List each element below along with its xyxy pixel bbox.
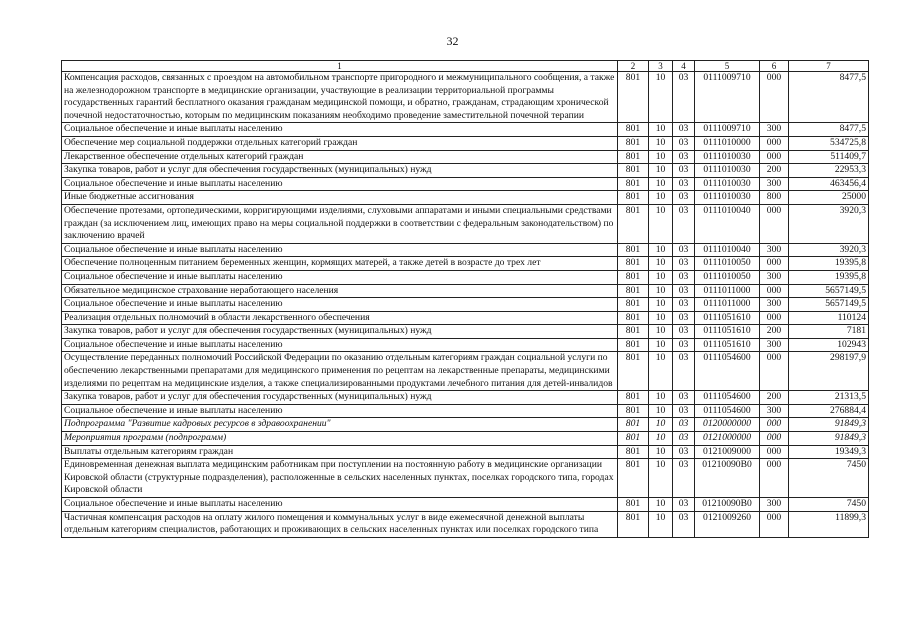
cell-expense-type: 000 — [760, 257, 789, 271]
cell-expense-type: 300 — [760, 270, 789, 284]
row-name: Обеспечение полноценным питанием беременных женщин, кормящих матерей, а также детей в возрасте до трех лет — [62, 257, 618, 271]
cell-expense-type: 000 — [760, 432, 789, 446]
cell-expense-type: 200 — [760, 325, 789, 339]
cell-target-article: 0111010040 — [695, 243, 760, 257]
table-row — [62, 498, 869, 512]
table-row — [62, 136, 869, 150]
cell-ministry-code: 801 — [618, 257, 649, 271]
table-row — [62, 311, 869, 325]
cell-amount: 7450 — [789, 459, 869, 498]
cell-section: 10 — [649, 404, 673, 418]
cell-section: 10 — [649, 270, 673, 284]
cell-amount: 8477,5 — [789, 123, 869, 137]
table-row — [62, 164, 869, 178]
cell-section: 10 — [649, 445, 673, 459]
row-name: Реализация отдельных полномочий в области лекарственного обеспечения — [62, 311, 618, 325]
row-name: Закупка товаров, работ и услуг для обеспечения государственных (муниципальных) нужд — [62, 164, 618, 178]
cell-expense-type: 300 — [760, 498, 789, 512]
table-row — [62, 391, 869, 405]
cell-section: 10 — [649, 204, 673, 243]
cell-subsection: 03 — [673, 338, 695, 352]
cell-subsection: 03 — [673, 298, 695, 312]
cell-amount: 534725,8 — [789, 136, 869, 150]
cell-target-article: 0121009000 — [695, 445, 760, 459]
cell-target-article: 0111010050 — [695, 257, 760, 271]
cell-expense-type: 000 — [760, 204, 789, 243]
cell-ministry-code: 801 — [618, 204, 649, 243]
cell-target-article: 0111054600 — [695, 391, 760, 405]
cell-subsection: 03 — [673, 325, 695, 339]
cell-expense-type: 300 — [760, 298, 789, 312]
table-row — [62, 123, 869, 137]
cell-ministry-code: 801 — [618, 391, 649, 405]
cell-target-article: 0111051610 — [695, 311, 760, 325]
cell-amount: 11899,3 — [789, 511, 869, 537]
cell-subsection: 03 — [673, 150, 695, 164]
cell-expense-type: 200 — [760, 391, 789, 405]
row-name: Выплаты отдельным категориям граждан — [62, 445, 618, 459]
cell-subsection: 03 — [673, 204, 695, 243]
cell-section: 10 — [649, 498, 673, 512]
cell-subsection: 03 — [673, 432, 695, 446]
cell-subsection: 03 — [673, 164, 695, 178]
row-name: Социальное обеспечение и иные выплаты населению — [62, 298, 618, 312]
cell-section: 10 — [649, 418, 673, 432]
cell-amount: 91849,3 — [789, 432, 869, 446]
cell-section: 10 — [649, 459, 673, 498]
row-name: Социальное обеспечение и иные выплаты населению — [62, 123, 618, 137]
cell-target-article: 0111054600 — [695, 404, 760, 418]
cell-section: 10 — [649, 243, 673, 257]
cell-ministry-code: 801 — [618, 498, 649, 512]
cell-expense-type: 000 — [760, 459, 789, 498]
cell-section: 10 — [649, 136, 673, 150]
table-row — [62, 177, 869, 191]
cell-target-article: 0120000000 — [695, 418, 760, 432]
cell-target-article: 0111011000 — [695, 298, 760, 312]
cell-target-article: 0111010000 — [695, 136, 760, 150]
cell-amount: 276884,4 — [789, 404, 869, 418]
row-name: Иные бюджетные ассигнования — [62, 191, 618, 205]
cell-section: 10 — [649, 177, 673, 191]
table-body — [62, 72, 869, 538]
cell-expense-type: 800 — [760, 191, 789, 205]
row-name: Обеспечение мер социальной поддержки отдельных категорий граждан — [62, 136, 618, 150]
table-row — [62, 325, 869, 339]
cell-expense-type: 300 — [760, 177, 789, 191]
cell-ministry-code: 801 — [618, 404, 649, 418]
cell-ministry-code: 801 — [618, 270, 649, 284]
cell-subsection: 03 — [673, 404, 695, 418]
table-row — [62, 204, 869, 243]
table-row — [62, 338, 869, 352]
cell-section: 10 — [649, 432, 673, 446]
cell-target-article: 0111009710 — [695, 72, 760, 123]
cell-subsection: 03 — [673, 511, 695, 537]
cell-subsection: 03 — [673, 498, 695, 512]
table-row — [62, 432, 869, 446]
cell-amount: 3920,3 — [789, 243, 869, 257]
cell-section: 10 — [649, 338, 673, 352]
cell-subsection: 03 — [673, 136, 695, 150]
cell-ministry-code: 801 — [618, 243, 649, 257]
cell-ministry-code: 801 — [618, 445, 649, 459]
cell-amount: 511409,7 — [789, 150, 869, 164]
row-name: Закупка товаров, работ и услуг для обеспечения государственных (муниципальных) нужд — [62, 325, 618, 339]
row-name: Компенсация расходов, связанных с проездом на автомобильном транспорте пригородного и межмуниципального сообщения, а также на железнодорожном транспорте в медицинские организации, участвующие в реализации территориальной программы государственных гарантий бесплатного оказания гражданам медицинской помощи, и обратно, гражданам, страдающим хронической почечной недостаточностью, которым по медицинским показаниям необходимо проведение заместительной почечной терапии — [62, 72, 618, 123]
cell-target-article: 0111051610 — [695, 338, 760, 352]
cell-ministry-code: 801 — [618, 459, 649, 498]
table-row — [62, 72, 869, 123]
cell-target-article: 0111009710 — [695, 123, 760, 137]
row-name: Социальное обеспечение и иные выплаты населению — [62, 177, 618, 191]
cell-ministry-code: 801 — [618, 338, 649, 352]
cell-amount: 91849,3 — [789, 418, 869, 432]
column-number-row — [62, 61, 869, 72]
cell-subsection: 03 — [673, 270, 695, 284]
cell-amount: 102943 — [789, 338, 869, 352]
cell-subsection: 03 — [673, 459, 695, 498]
cell-expense-type: 000 — [760, 136, 789, 150]
table-row — [62, 270, 869, 284]
cell-subsection: 03 — [673, 284, 695, 298]
cell-target-article: 0111010030 — [695, 150, 760, 164]
column-number: 7 — [789, 61, 869, 72]
cell-target-article: 01210090В0 — [695, 459, 760, 498]
cell-target-article: 0121009260 — [695, 511, 760, 537]
cell-amount: 5657149,5 — [789, 298, 869, 312]
cell-amount: 19349,3 — [789, 445, 869, 459]
cell-expense-type: 200 — [760, 164, 789, 178]
cell-ministry-code: 801 — [618, 164, 649, 178]
cell-amount: 5657149,5 — [789, 284, 869, 298]
cell-target-article: 0111051610 — [695, 325, 760, 339]
cell-subsection: 03 — [673, 243, 695, 257]
cell-section: 10 — [649, 391, 673, 405]
cell-ministry-code: 801 — [618, 123, 649, 137]
cell-ministry-code: 801 — [618, 311, 649, 325]
cell-subsection: 03 — [673, 123, 695, 137]
cell-ministry-code: 801 — [618, 72, 649, 123]
cell-ministry-code: 801 — [618, 432, 649, 446]
cell-section: 10 — [649, 257, 673, 271]
cell-amount: 25000 — [789, 191, 869, 205]
row-name: Социальное обеспечение и иные выплаты населению — [62, 498, 618, 512]
row-name: Подпрограмма "Развитие кадровых ресурсов в здравоохранении" — [62, 418, 618, 432]
cell-ministry-code: 801 — [618, 418, 649, 432]
row-name: Социальное обеспечение и иные выплаты населению — [62, 270, 618, 284]
cell-amount: 7450 — [789, 498, 869, 512]
cell-amount: 3920,3 — [789, 204, 869, 243]
cell-ministry-code: 801 — [618, 298, 649, 312]
cell-expense-type: 300 — [760, 243, 789, 257]
cell-subsection: 03 — [673, 311, 695, 325]
table-row — [62, 404, 869, 418]
cell-section: 10 — [649, 123, 673, 137]
cell-ministry-code: 801 — [618, 136, 649, 150]
table-row — [62, 243, 869, 257]
cell-target-article: 01210090В0 — [695, 498, 760, 512]
row-name: Социальное обеспечение и иные выплаты населению — [62, 404, 618, 418]
cell-expense-type: 000 — [760, 311, 789, 325]
cell-target-article: 0111010030 — [695, 164, 760, 178]
row-name: Лекарственное обеспечение отдельных категорий граждан — [62, 150, 618, 164]
cell-ministry-code: 801 — [618, 284, 649, 298]
table-row — [62, 191, 869, 205]
row-name: Осуществление переданных полномочий Российской Федерации по оказанию отдельным категориям граждан социальной услуги по обеспечению лекарственными препаратами для медицинского применения по рецептам на лекарственные препараты, медицинскими изделиями по рецептам на медицинские изделия, а также специализированными продуктами лечебного питания для детей-инвалидов — [62, 352, 618, 391]
cell-expense-type: 000 — [760, 445, 789, 459]
cell-subsection: 03 — [673, 418, 695, 432]
cell-section: 10 — [649, 72, 673, 123]
table-row — [62, 511, 869, 537]
cell-target-article: 0111010050 — [695, 270, 760, 284]
cell-expense-type: 000 — [760, 352, 789, 391]
table-row — [62, 445, 869, 459]
cell-section: 10 — [649, 511, 673, 537]
column-number: 2 — [618, 61, 649, 72]
cell-expense-type: 000 — [760, 150, 789, 164]
page-number: 32 — [446, 34, 459, 48]
cell-expense-type: 300 — [760, 404, 789, 418]
cell-expense-type: 000 — [760, 511, 789, 537]
column-number: 3 — [649, 61, 673, 72]
table-row — [62, 459, 869, 498]
cell-ministry-code: 801 — [618, 325, 649, 339]
table-row — [62, 418, 869, 432]
row-name: Закупка товаров, работ и услуг для обеспечения государственных (муниципальных) нужд — [62, 391, 618, 405]
cell-subsection: 03 — [673, 177, 695, 191]
cell-ministry-code: 801 — [618, 177, 649, 191]
row-name: Обязательное медицинское страхование неработающего населения — [62, 284, 618, 298]
column-number: 1 — [62, 61, 618, 72]
cell-amount: 19395,8 — [789, 257, 869, 271]
row-name: Социальное обеспечение и иные выплаты населению — [62, 243, 618, 257]
cell-target-article: 0111010030 — [695, 177, 760, 191]
cell-section: 10 — [649, 284, 673, 298]
cell-subsection: 03 — [673, 391, 695, 405]
cell-amount: 19395,8 — [789, 270, 869, 284]
cell-target-article: 0111011000 — [695, 284, 760, 298]
cell-ministry-code: 801 — [618, 511, 649, 537]
row-name: Единовременная денежная выплата медицинским работникам при поступлении на постоянную работу в медицинские организации Кировской области (структурные подразделения), расположенные в сельских населенных пунктах, поселках городского типа, городах Кировской области — [62, 459, 618, 498]
cell-ministry-code: 801 — [618, 191, 649, 205]
cell-section: 10 — [649, 311, 673, 325]
cell-amount: 8477,5 — [789, 72, 869, 123]
cell-expense-type: 000 — [760, 418, 789, 432]
column-number: 4 — [673, 61, 695, 72]
cell-amount: 7181 — [789, 325, 869, 339]
table-row — [62, 257, 869, 271]
row-name: Частичная компенсация расходов на оплату жилого помещения и коммунальных услуг в виде ежемесячной денежной выплаты отдельным категориям специалистов, работающих и проживающих в сельских населенных пунктах или поселках городского типа — [62, 511, 618, 537]
cell-target-article: 0111054600 — [695, 352, 760, 391]
cell-amount: 21313,5 — [789, 391, 869, 405]
cell-ministry-code: 801 — [618, 150, 649, 164]
cell-subsection: 03 — [673, 72, 695, 123]
cell-ministry-code: 801 — [618, 352, 649, 391]
cell-section: 10 — [649, 325, 673, 339]
cell-target-article: 0121000000 — [695, 432, 760, 446]
row-name: Мероприятия программ (подпрограмм) — [62, 432, 618, 446]
budget-table — [61, 60, 869, 538]
cell-subsection: 03 — [673, 191, 695, 205]
cell-subsection: 03 — [673, 257, 695, 271]
cell-expense-type: 300 — [760, 338, 789, 352]
cell-target-article: 0111010030 — [695, 191, 760, 205]
cell-subsection: 03 — [673, 352, 695, 391]
column-number: 5 — [695, 61, 760, 72]
cell-target-article: 0111010040 — [695, 204, 760, 243]
cell-section: 10 — [649, 298, 673, 312]
table-row — [62, 150, 869, 164]
table-row — [62, 352, 869, 391]
table-row — [62, 284, 869, 298]
column-number: 6 — [760, 61, 789, 72]
cell-section: 10 — [649, 150, 673, 164]
cell-expense-type: 000 — [760, 284, 789, 298]
cell-amount: 463456,4 — [789, 177, 869, 191]
cell-section: 10 — [649, 191, 673, 205]
cell-amount: 22953,3 — [789, 164, 869, 178]
cell-subsection: 03 — [673, 445, 695, 459]
cell-expense-type: 000 — [760, 72, 789, 123]
cell-amount: 298197,9 — [789, 352, 869, 391]
row-name: Социальное обеспечение и иные выплаты населению — [62, 338, 618, 352]
cell-amount: 110124 — [789, 311, 869, 325]
cell-expense-type: 300 — [760, 123, 789, 137]
cell-section: 10 — [649, 352, 673, 391]
table-row — [62, 298, 869, 312]
cell-section: 10 — [649, 164, 673, 178]
row-name: Обеспечение протезами, ортопедическими, корригирующими изделиями, слуховыми аппаратами и иными специальными средствами граждан (за исключением лиц, имеющих право на меры социальной поддержки в соответствии с федеральным законодательством) по заключению врачей — [62, 204, 618, 243]
